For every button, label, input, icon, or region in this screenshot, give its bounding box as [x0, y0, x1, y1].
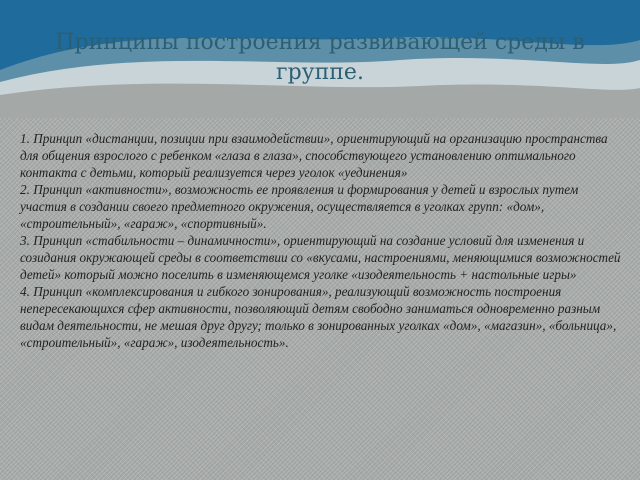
principle-2: 2. Принцип «активности», возможность ее проявления и формирования у детей и взрослых путем участия в создании своего предметного окружения, осуществляется в уголках групп: «дом», «строительный», «гараж», «спортивный».: [20, 182, 579, 231]
slide-title: Принципы построения развивающей среды в группе.: [55, 30, 585, 85]
principle-1: 1. Принцип «дистанции, позиции при взаимодействии», ориентирующий на организацию пространства для общения взрослого с ребенком «глаза в глаза», способствующего установлению оптимального контакта с детьми, который реализуется через уголок «уединения»: [20, 131, 608, 180]
principles-text: [20, 130, 624, 351]
principle-3: 3. Принцип «стабильности – динамичности», ориентирующий на создание условий для изменения и созидания окружающей среды в соответствии со «вкусами, настроениями, меняющимися возможностей детей» который можно поселить в изменяющемся уголке «изодеятельность + настольные игры»: [20, 233, 621, 282]
principle-4: 4. Принцип «комплексирования и гибкого зонирования», реализующий возможность построения непересекающихся сфер активности, позволяющий детям свободно заниматься одновременно разным видам деятельности, не мешая друг другу; только в зонированных уголках «дом», «магазин», «больница», «строительный», «гараж», изодеятельность».: [20, 284, 617, 350]
